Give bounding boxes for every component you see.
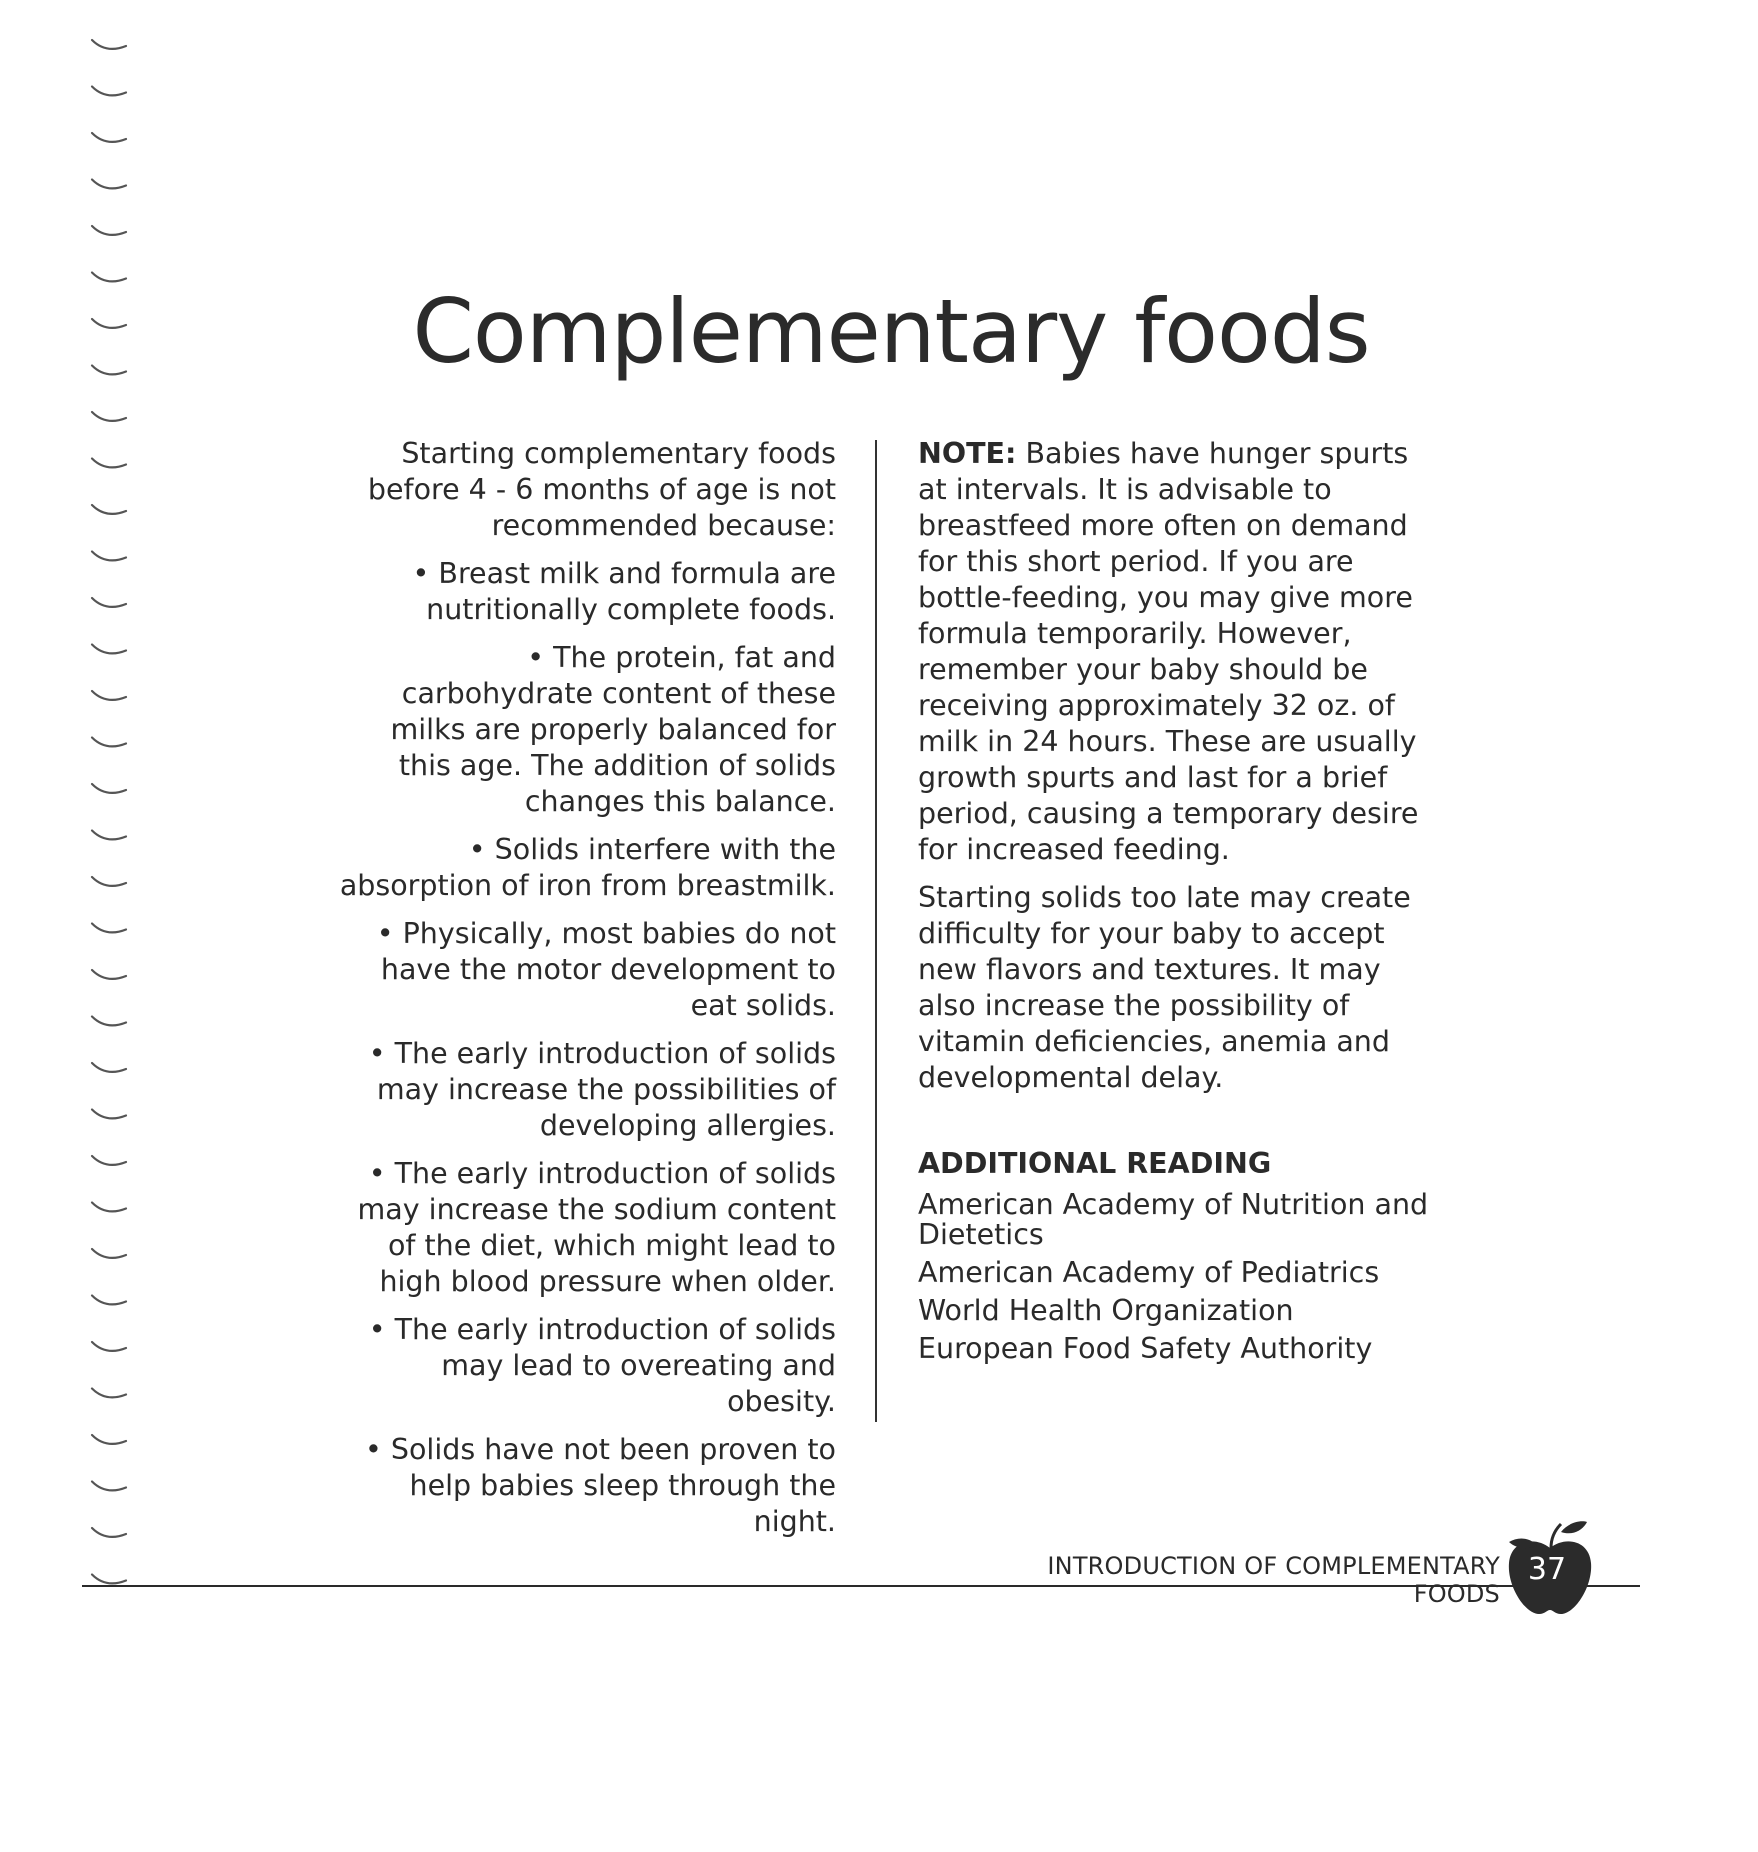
binding-ring	[92, 87, 126, 96]
column-divider	[875, 440, 877, 1422]
binding-ring	[92, 1435, 126, 1444]
additional-reading-heading: ADDITIONAL READING	[918, 1147, 1272, 1180]
page-number: 37	[1527, 1552, 1567, 1587]
binding-ring	[92, 1249, 126, 1258]
binding-ring	[92, 273, 126, 282]
binding-ring	[92, 459, 126, 468]
reading-item: European Food Safety Authority	[918, 1332, 1373, 1365]
binding-ring	[92, 226, 126, 235]
binding-ring	[92, 1342, 126, 1351]
binding-ring	[92, 412, 126, 421]
binding-ring	[92, 1203, 126, 1212]
bullet-item: • Solids have not been proven to help babies sleep through the night.	[365, 1433, 836, 1538]
binding-ring	[92, 924, 126, 933]
intro-paragraph: Starting complementary foods before 4 - 6 months of age is not recommended because:	[367, 437, 836, 542]
footer-section-title: INTRODUCTION OF COMPLEMENTARY FOODS	[1047, 1552, 1500, 1608]
reading-item: World Health Organization	[918, 1294, 1294, 1327]
binding-ring	[92, 1389, 126, 1398]
left-column	[330, 436, 836, 1552]
binding-ring	[92, 691, 126, 700]
binding-ring	[92, 598, 126, 607]
binding-ring	[92, 1575, 126, 1584]
bullet-item: • The protein, fat and carbohydrate content of these milks are properly balanced for this age. The addition of solids changes this balance.	[390, 641, 836, 818]
bullet-item: • Solids interfere with the absorption of iron from breastmilk.	[339, 833, 836, 902]
note-label: NOTE:	[918, 437, 1017, 470]
bullet-item: • The early introduction of solids may lead to overeating and obesity.	[368, 1313, 836, 1418]
reading-item: American Academy of Nutrition and Dietetics	[918, 1188, 1429, 1251]
binding-ring	[92, 645, 126, 654]
binding-ring	[92, 505, 126, 514]
binding-ring	[92, 738, 126, 747]
right-column	[918, 436, 1438, 1372]
binding-ring	[92, 1063, 126, 1072]
late-solids-paragraph: Starting solids too late may create difficulty for your baby to accept new flavors and textures. It may also increase the possibility of vitamin deficiencies, anemia and developmental delay.	[918, 881, 1411, 1094]
binding-ring	[92, 1528, 126, 1537]
binding-ring	[92, 970, 126, 979]
binding-ring	[92, 552, 126, 561]
binding-ring	[92, 1017, 126, 1026]
bullet-item: • Physically, most babies do not have the motor development to eat solids.	[376, 917, 836, 1022]
note-paragraph	[918, 436, 1438, 868]
reading-item: American Academy of Pediatrics	[918, 1256, 1380, 1289]
binding-ring	[92, 831, 126, 840]
binding-ring	[92, 1296, 126, 1305]
binding-ring	[92, 1110, 126, 1119]
binding-ring	[92, 1482, 126, 1491]
bullet-item: • The early introduction of solids may increase the sodium content of the diet, which might lead to high blood pressure when older.	[357, 1157, 836, 1298]
binding-ring	[92, 180, 126, 189]
binding-ring	[92, 1156, 126, 1165]
note-text: Babies have hunger spurts at intervals. It is advisable to breastfeed more often on demand for this short period. If you are bottle-feeding, you may give more formula temporarily. However, remember your baby should be receiving approximately 32 oz. of milk in 24 hours. These are usually growth spurts and last for a brief period, causing a temporary desire for increased feeding.	[918, 437, 1419, 866]
bullet-item: • The early introduction of solids may increase the possibilities of developing allergies.	[368, 1037, 836, 1142]
spiral-binding-icon	[88, 20, 148, 1660]
bullet-item: • Breast milk and formula are nutritionally complete foods.	[412, 557, 836, 626]
page-title: Complementary foods	[412, 280, 1370, 383]
reading-list	[918, 1190, 1438, 1364]
binding-ring	[92, 40, 126, 49]
binding-ring	[92, 784, 126, 793]
binding-ring	[92, 877, 126, 886]
binding-ring	[92, 133, 126, 142]
